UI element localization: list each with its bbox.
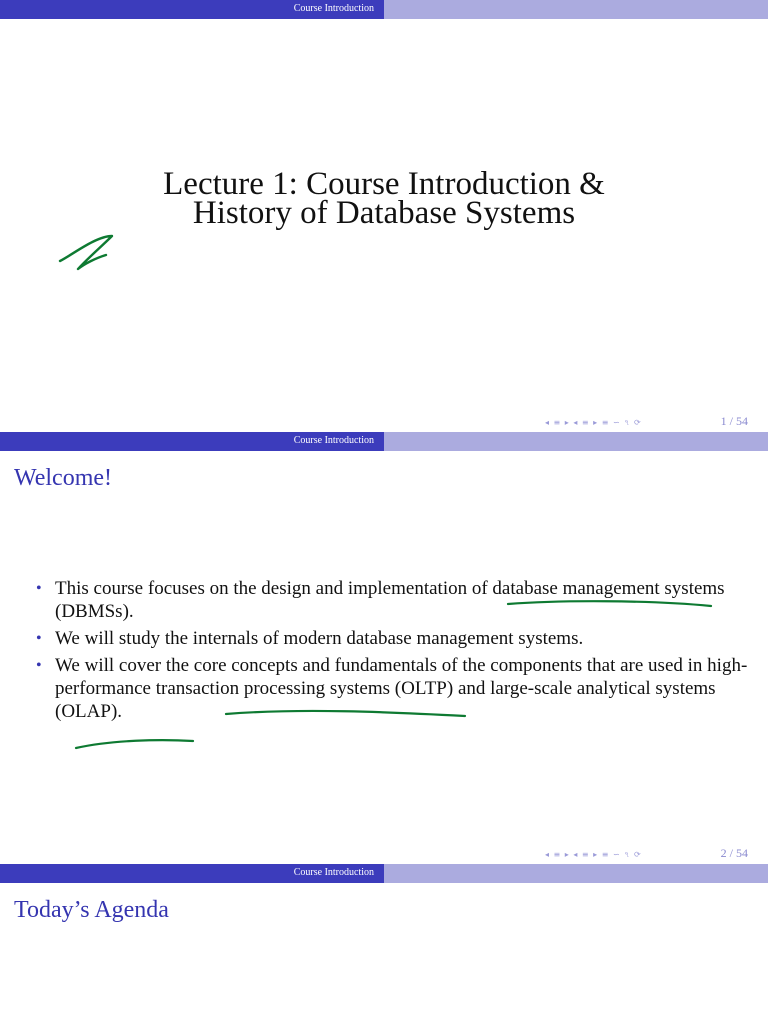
slide-header <box>0 432 768 451</box>
header-bar-right <box>384 864 768 883</box>
header-section-title: Course Introduction <box>293 435 374 446</box>
ink-underline-olap <box>76 740 193 748</box>
bullet-text: This course focuses on the design and implementation of database management systems (DBMSs). <box>55 578 725 622</box>
slide-header <box>0 864 768 883</box>
header-bar-left <box>0 864 384 883</box>
bullet-icon: • <box>36 630 42 647</box>
bullet-icon: • <box>36 580 42 597</box>
frame-title: Welcome! <box>14 465 113 491</box>
list-item <box>36 577 756 623</box>
page-number: 1 / 54 <box>720 414 748 428</box>
header-bar-right <box>384 432 768 451</box>
header-section-title: Course Introduction <box>293 867 374 878</box>
bullet-list <box>36 577 756 727</box>
list-item <box>36 654 756 723</box>
slide-header <box>0 0 768 19</box>
list-item <box>36 627 756 650</box>
header-bar-left <box>0 0 384 19</box>
slide-2 <box>0 432 768 864</box>
slide-1 <box>0 0 768 432</box>
header-section-title: Course Introduction <box>293 3 374 14</box>
lecture-title-line-2: History of Database Systems <box>192 195 576 231</box>
slide-3 <box>0 864 768 1024</box>
frame-title: Today’s Agenda <box>14 897 169 923</box>
bullet-text: We will cover the core concepts and fundamentals of the components that are used in high-performance transaction processing systems (OLTP) and large-scale analytical systems (OLAP). <box>55 655 748 722</box>
beamer-navigation-icons[interactable]: ◂ ≡ ▸ ◂ ≡ ▸ ≡ ∽ ৭ ⟳ <box>545 418 642 427</box>
ink-mark-scribble <box>60 236 112 269</box>
bullet-icon: • <box>36 657 42 674</box>
page-number: 2 / 54 <box>720 846 748 860</box>
beamer-navigation-icons[interactable]: ◂ ≡ ▸ ◂ ≡ ▸ ≡ ∽ ৭ ⟳ <box>545 850 642 859</box>
lecture-title-line-1: Lecture 1: Course Introduction & <box>163 166 605 202</box>
bullet-text: We will study the internals of modern database management systems. <box>55 628 584 649</box>
header-bar-right <box>384 0 768 19</box>
header-bar-left <box>0 432 384 451</box>
